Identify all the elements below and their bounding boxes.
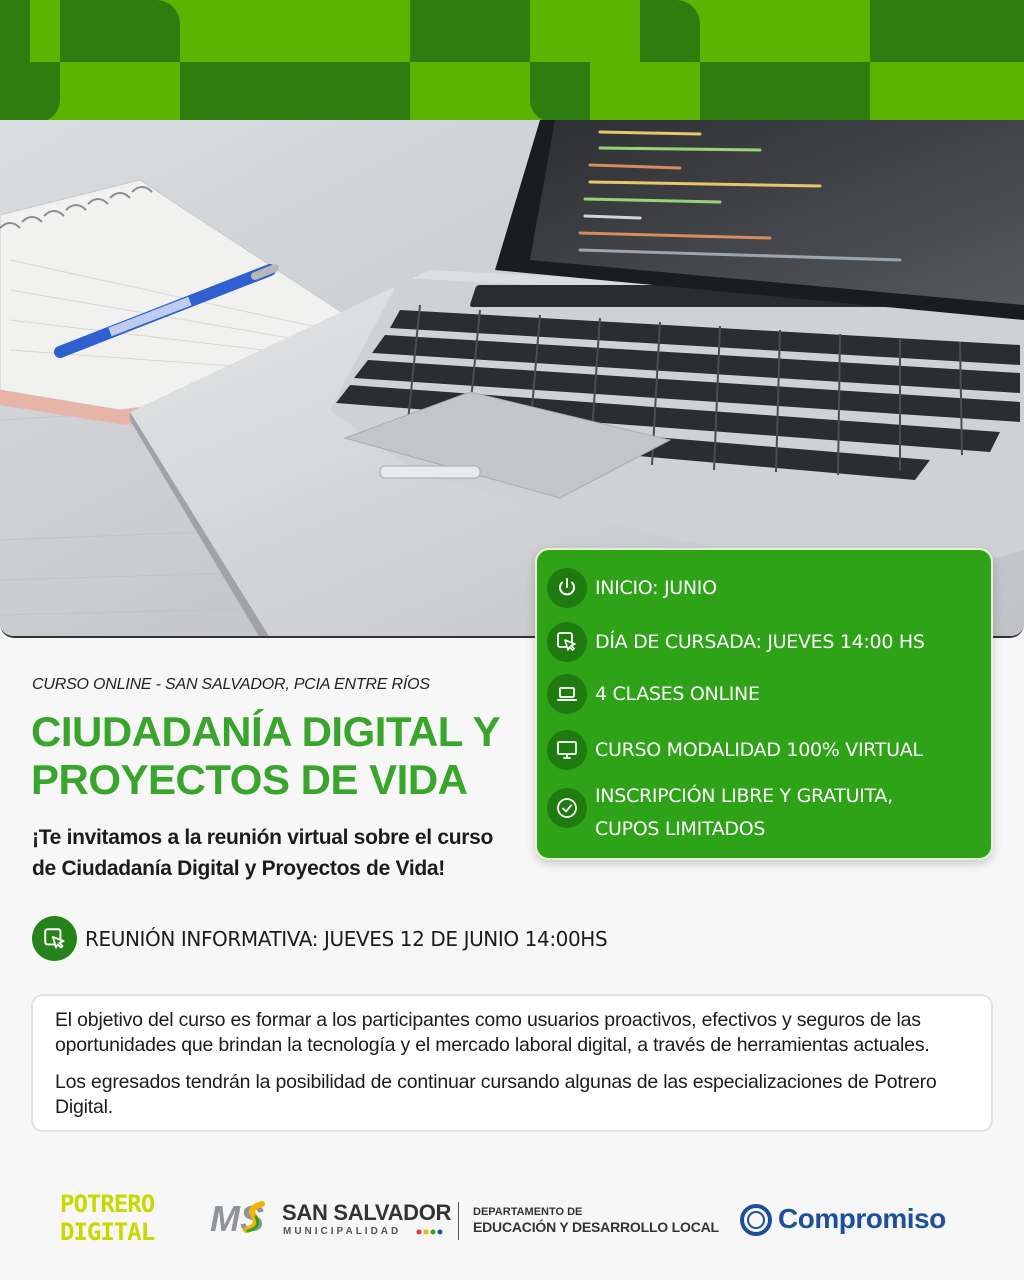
description-paragraph-2: Los egresados tendrán la posibilidad de continuar cursando algunas de las especializaciones de Potrero Digital. — [55, 1071, 937, 1118]
cursor-click-icon — [547, 622, 587, 662]
course-title-line2: PROYECTOS DE VIDA — [31, 756, 468, 803]
invitation-line1: ¡Te invitamos a la reunión virtual sobre el curso — [32, 826, 494, 849]
meeting-text: REUNIÓN INFORMATIVA: JUEVES 12 DE JUNIO 14:00HS — [85, 926, 608, 951]
ms-logo-letters: MS — [210, 1200, 264, 1236]
info-meeting — [32, 916, 607, 961]
department-line1: DEPARTAMENTO DE — [473, 1206, 583, 1218]
decorative-header-band — [0, 0, 1024, 122]
municipality-name: SAN SALVADOR — [282, 1200, 452, 1225]
department-line2: EDUCACIÓN Y DESARROLLO LOCAL — [473, 1219, 719, 1235]
course-subtitle: CURSO ONLINE - SAN SALVADOR, PCIA ENTRE RÍOS — [32, 676, 430, 693]
course-info-card — [535, 548, 993, 860]
course-description-box — [31, 994, 993, 1132]
laptop-icon — [547, 674, 587, 714]
cursor-click-icon — [32, 916, 77, 961]
course-title-line1: CIUDADANÍA DIGITAL Y — [31, 708, 501, 755]
info-item-text-line1: INSCRIPCIÓN LIBRE Y GRATUITA, — [595, 785, 893, 807]
info-item-registration — [547, 780, 893, 846]
invitation-line2: de Ciudadanía Digital y Proyectos de Vida! — [32, 857, 445, 880]
info-item-text-line2: CUPOS LIMITADOS — [595, 818, 766, 840]
color-dots-icon — [416, 1229, 444, 1235]
footer-divider — [458, 1202, 459, 1240]
description-paragraph-1: El objetivo del curso es formar a los participantes como usuarios proactivos, efectivos y seguros de las oportunidades que brindan la tecnología y el mercado laboral digital, a través de herramientas actuales. — [55, 1009, 930, 1056]
info-item-text: INICIO: JUNIO — [595, 576, 717, 599]
info-item-schedule — [547, 622, 925, 662]
info-item-text: CURSO MODALIDAD 100% VIRTUAL — [595, 738, 923, 761]
info-item-text: DÍA DE CURSADA: JUEVES 14:00 HS — [595, 630, 925, 653]
municipality-subtitle: MUNICIPALIDAD — [283, 1226, 402, 1237]
invitation-text — [32, 822, 522, 884]
info-item-classes — [547, 674, 760, 714]
potrero-logo-line1: POTRERO — [60, 1190, 155, 1218]
info-item-modality — [547, 730, 923, 770]
power-icon — [547, 568, 587, 608]
info-item-text: 4 CLASES ONLINE — [595, 682, 760, 705]
monitor-icon — [547, 730, 587, 770]
municipalidad-ms-logo — [210, 1200, 274, 1236]
info-item-start — [547, 568, 717, 608]
potrero-digital-logo — [60, 1190, 154, 1246]
compromiso-logo-text: Compromiso — [778, 1203, 946, 1234]
potrero-logo-line2: DIGITAL — [60, 1218, 155, 1246]
compromiso-ring-icon — [738, 1202, 774, 1238]
course-title — [31, 708, 511, 804]
check-circle-icon — [547, 788, 587, 828]
